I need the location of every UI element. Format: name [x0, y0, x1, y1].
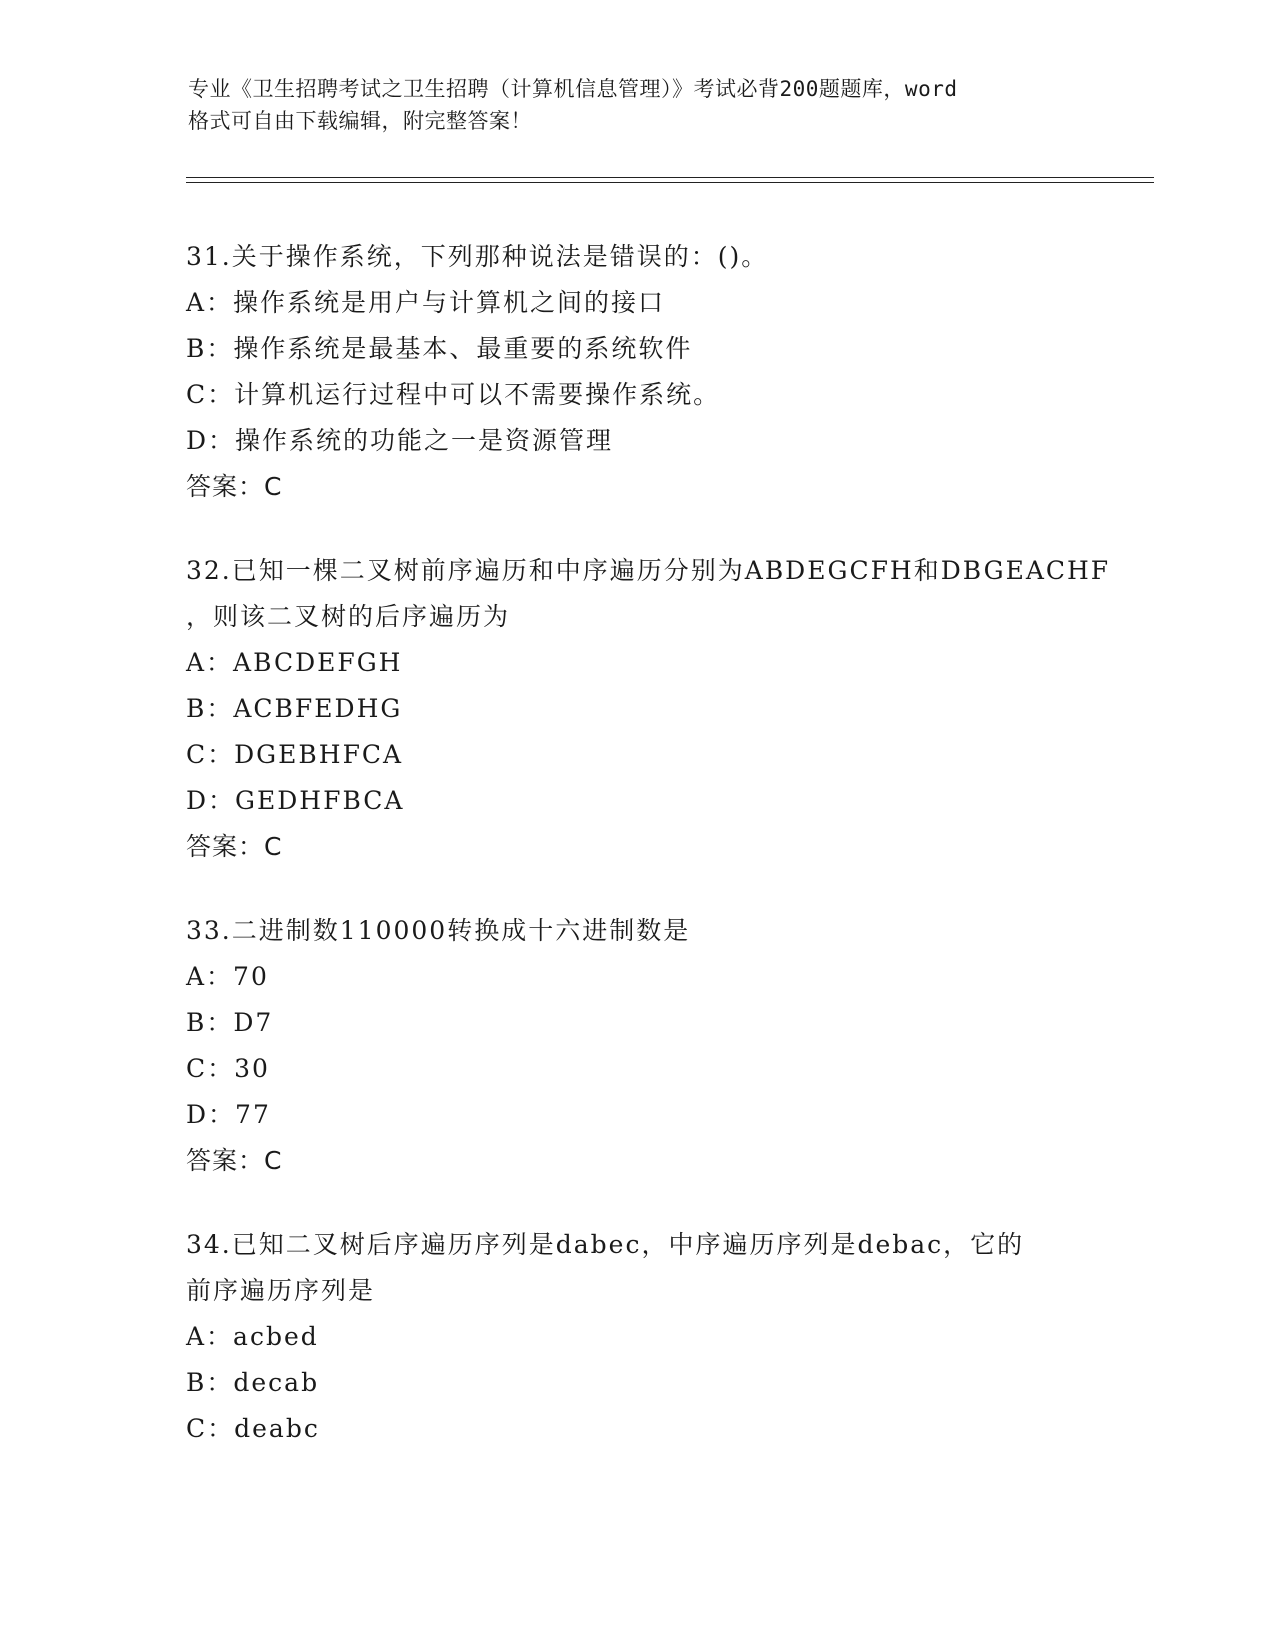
question-text-continued: ，则该二叉树的后序遍历为 [186, 602, 511, 631]
option-d: D：操作系统的功能之一是资源管理 [186, 426, 614, 455]
option-b: B：decab [186, 1368, 320, 1397]
question-text: 34.已知二叉树后序遍历序列是dabec，中序遍历序列是debac，它的 [186, 1230, 1025, 1259]
option-a: A：操作系统是用户与计算机之间的接口 [186, 288, 666, 317]
option-d: D：GEDHFBCA [186, 786, 405, 815]
header-divider-top [186, 177, 1154, 178]
header-line-2: 格式可自由下载编辑，附完整答案！ [188, 109, 532, 133]
question-text-continued: 前序遍历序列是 [186, 1276, 376, 1305]
option-d: D：77 [186, 1100, 271, 1129]
question-31 [186, 234, 1086, 510]
question-text: 32.已知一棵二叉树前序遍历和中序遍历分别为ABDEGCFH和DBGEACHF [186, 556, 1111, 585]
question-33 [186, 908, 1086, 1184]
answer: 答案：C [186, 472, 283, 501]
question-32 [186, 548, 1111, 870]
option-c: C：DGEBHFCA [186, 740, 404, 769]
question-list [186, 234, 1111, 1490]
question-34 [186, 1222, 1086, 1452]
option-a: A：ABCDEFGH [186, 648, 403, 677]
question-text: 33.二进制数110000转换成十六进制数是 [186, 916, 691, 945]
answer: 答案：C [186, 1146, 283, 1175]
answer: 答案：C [186, 832, 283, 861]
option-a: A：70 [186, 962, 269, 991]
question-text: 31.关于操作系统，下列那种说法是错误的：()。 [186, 242, 769, 271]
header-line-1: 专业《卫生招聘考试之卫生招聘（计算机信息管理）》考试必背200题题库，word [188, 77, 958, 101]
option-b: B：ACBFEDHG [186, 694, 403, 723]
option-b: B：操作系统是最基本、最重要的系统软件 [186, 334, 693, 363]
option-c: C：30 [186, 1054, 270, 1083]
option-c: C：计算机运行过程中可以不需要操作系统。 [186, 380, 721, 409]
option-c: C：deabc [186, 1414, 320, 1443]
option-b: B：D7 [186, 1008, 274, 1037]
option-a: A：acbed [186, 1322, 319, 1351]
document-header [188, 73, 1088, 137]
header-divider-bottom [186, 182, 1154, 183]
